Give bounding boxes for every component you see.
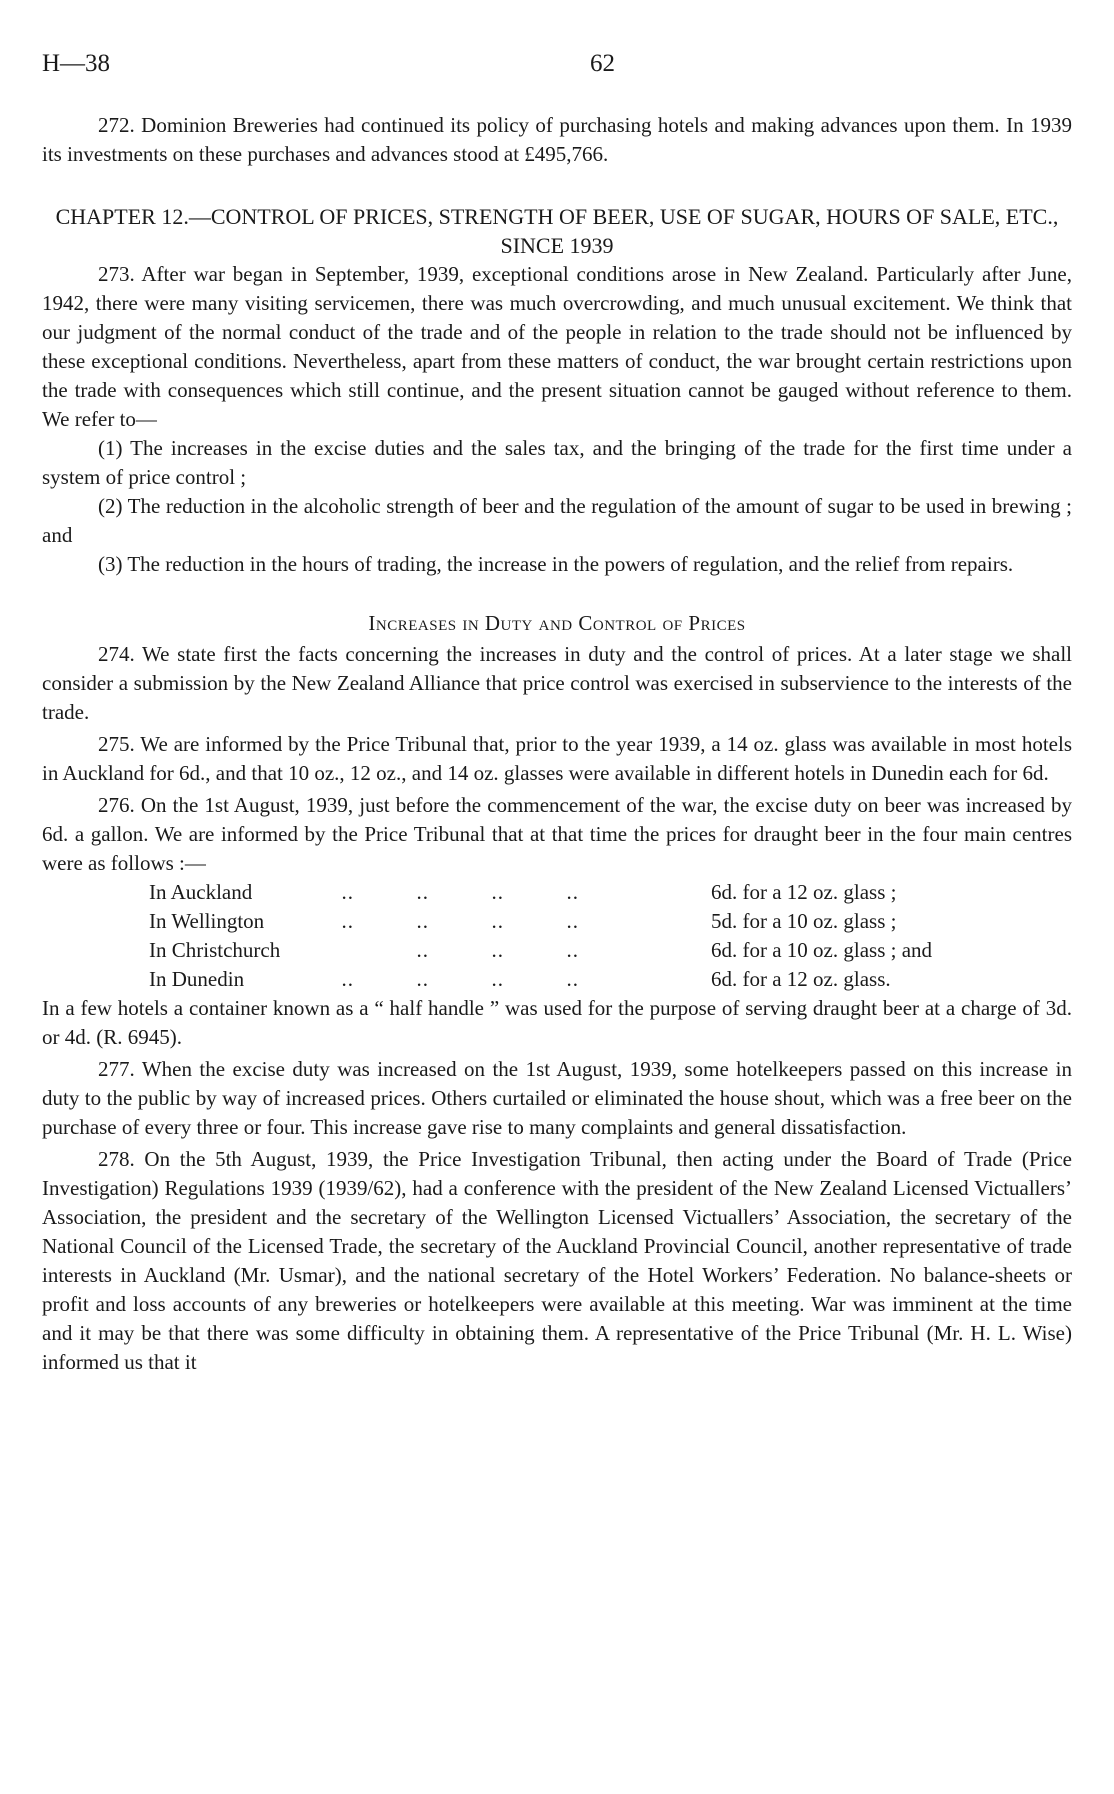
table-row (149, 907, 971, 936)
list-item: (3) The reduction in the hours of trading, the increase in the powers of regulation, and the relief from repairs. (98, 552, 1014, 576)
table-row (149, 965, 971, 994)
list-item: (2) The reduction in the alcoholic strength of beer and the regulation of the amount of sugar to be used in brewing ; and (42, 494, 1072, 547)
price-cell: 6d. for a 12 oz. glass. (711, 967, 891, 991)
price-cell: 6d. for a 10 oz. glass ; and (711, 938, 933, 962)
page-header (42, 50, 1072, 84)
table-row (149, 936, 971, 965)
city-cell: In Wellington (149, 909, 265, 933)
paragraph-276: 276. On the 1st August, 1939, just before the commencement of the war, the excise duty on beer was increased by 6d. a gallon. We are informed by the Price Tribunal that at that time the prices for draught beer in the four main centres were as follows :— (42, 793, 1072, 875)
table-row (149, 878, 971, 907)
page-number: 62 (590, 50, 615, 77)
city-cell: In Christchurch (149, 938, 281, 962)
leader-dots: .. .. .. .. (329, 880, 579, 904)
paragraph-274: 274. We state first the facts concerning the increases in duty and the control of prices. At a later stage we shall consider a submission by the New Zealand Alliance that price control was exercised in subservience to the interests of the trade. (42, 642, 1072, 724)
draught-beer-prices-table (149, 878, 971, 994)
page-body (42, 111, 1072, 1377)
city-cell: In Dunedin (149, 967, 245, 991)
paragraph-276-continued: In a few hotels a container known as a “ half handle ” was used for the purpose of serving draught beer at a charge of 3d. or 4d. (R. 6945). (42, 996, 1072, 1049)
paragraph-275: 275. We are informed by the Price Tribunal that, prior to the year 1939, a 14 oz. glass was available in most hotels in Auckland for 6d., and that 10 oz., 12 oz., and 14 oz. glasses were available in different hotels in Dunedin each for 6d. (42, 732, 1072, 785)
paragraph-273: 273. After war began in September, 1939, exceptional conditions arose in New Zealand. Particularly after June, 1942, there were many visiting servicemen, there was much overcrowding, and much unusual excitement. We think that our judgment of the normal conduct of the trade and of the people in relation to the trade should not be influenced by these exceptional conditions. Nevertheless, apart from these matters of conduct, the war brought certain restrictions upon the trade with consequences which still continue, and the present situation cannot be gauged without reference to them. We refer to— (42, 262, 1072, 431)
paragraph-278: 278. On the 5th August, 1939, the Price Investigation Tribunal, then acting under the Board of Trade (Price Investigation) Regulations 1939 (1939/62), had a conference with the president of the New Zealand Licensed Victuallers’ Association, the president and the secretary of the Wellington Licensed Victuallers’ Association, the secretary of the National Council of the Licensed Trade, the secretary of the Auckland Provincial Council, another representative of trade interests in Auckland (Mr. Usmar), and the national secretary of the Hotel Workers’ Federation. No balance-sheets or profit and loss accounts of any breweries or hotelkeepers were available at this meeting. War was imminent at the time and it may be that there was some difficulty in obtaining them. A representative of the Price Tribunal (Mr. H. L. Wise) informed us that it (42, 1147, 1072, 1374)
reference-list (42, 434, 1072, 579)
section-subheading: Increases in Duty and Control of Prices (368, 611, 746, 635)
leader-dots: .. .. .. (329, 938, 579, 962)
city-cell: In Auckland (149, 880, 253, 904)
document-reference: H—38 (42, 50, 111, 77)
price-cell: 6d. for a 12 oz. glass ; (711, 880, 897, 904)
list-item: (1) The increases in the excise duties and the sales tax, and the bringing of the trade for the first time under a system of price control ; (42, 436, 1072, 489)
leader-dots: .. .. .. .. (329, 909, 579, 933)
price-cell: 5d. for a 10 oz. glass ; (711, 909, 897, 933)
leader-dots: .. .. .. .. (329, 967, 579, 991)
paragraph-277: 277. When the excise duty was increased on the 1st August, 1939, some hotelkeepers passed on this increase in duty to the public by way of increased prices. Others curtailed or eliminated the house shout, which was a free beer on the purchase of every three or four. This increase gave rise to many complaints and general dissatisfaction. (42, 1057, 1072, 1139)
chapter-title: CHAPTER 12.—CONTROL OF PRICES, STRENGTH OF BEER, USE OF SUGAR, HOURS OF SALE, ETC., SINCE 1939 (55, 204, 1059, 258)
paragraph-272: 272. Dominion Breweries had continued its policy of purchasing hotels and making advances upon them. In 1939 its investments on these purchases and advances stood at £495,766. (42, 113, 1072, 166)
